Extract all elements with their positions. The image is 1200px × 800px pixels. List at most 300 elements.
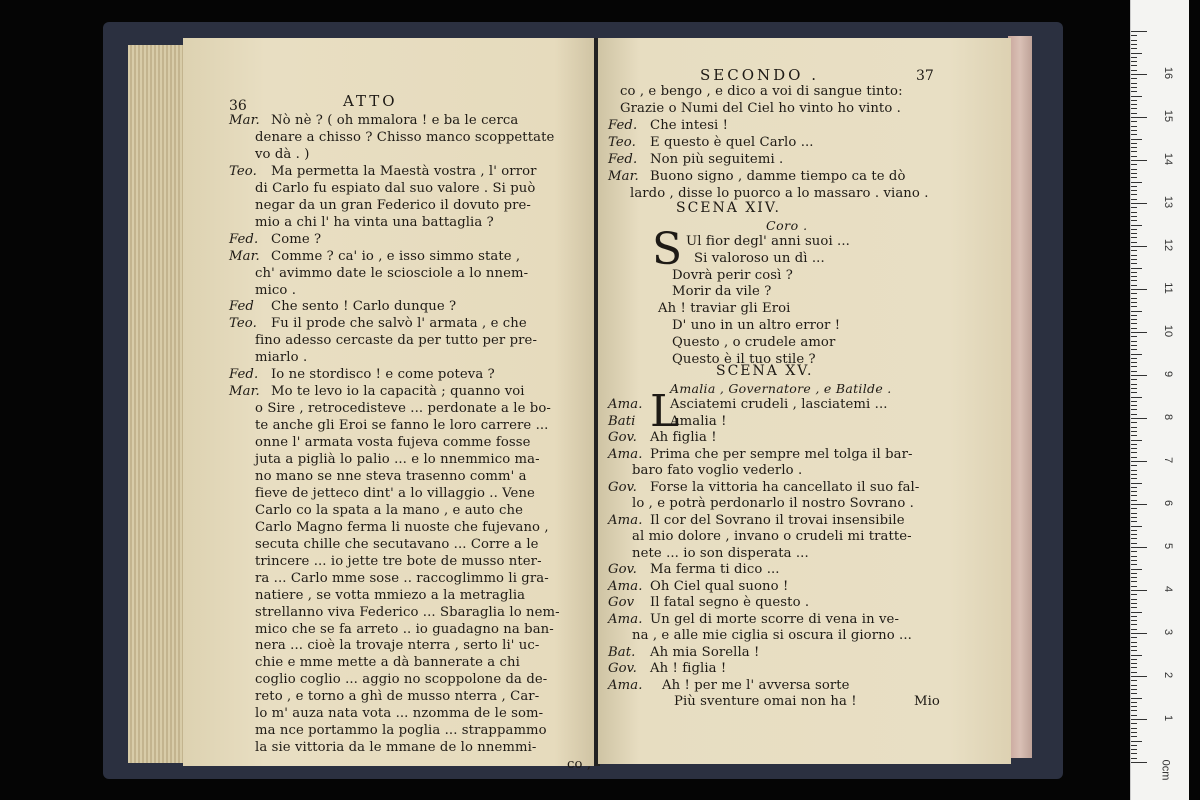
ruler-tick <box>1131 255 1137 256</box>
line-text: mico . <box>255 282 297 298</box>
ruler-tick <box>1131 194 1137 195</box>
ruler-tick <box>1131 57 1137 58</box>
text-line <box>229 130 554 145</box>
ruler-tick <box>1131 448 1137 449</box>
ruler-tick <box>1131 345 1137 346</box>
line-text: Prima che per sempre mel tolga il bar- <box>650 446 913 462</box>
ruler-tick <box>1131 108 1137 109</box>
text-line <box>229 401 551 416</box>
left-page <box>183 38 596 773</box>
ruler-tick <box>1131 689 1137 690</box>
text-line <box>229 299 456 314</box>
line-text: Che sento ! Carlo dunque ? <box>271 299 457 315</box>
text-line <box>608 579 788 594</box>
ruler-tick <box>1131 74 1147 75</box>
ruler-tick <box>1131 336 1137 337</box>
line-text: trincere ... io jette tre bote de musso nter- <box>255 553 542 569</box>
ruler-tick <box>1131 113 1137 114</box>
ruler-tick <box>1131 354 1142 355</box>
verse-line: Ah ! traviar gli Eroi <box>658 301 791 317</box>
ruler-tick <box>1131 547 1147 548</box>
text-line <box>229 672 547 687</box>
text-line <box>608 430 717 445</box>
text-line <box>229 384 525 399</box>
line-text: reto , e torno a ghì de musso nterra , Car- <box>255 689 540 705</box>
ruler-tick <box>1131 427 1137 428</box>
ruler-tick <box>1131 573 1137 574</box>
ruler-tick <box>1131 246 1147 247</box>
ruler-tick <box>1131 422 1137 423</box>
ruler-tick <box>1131 311 1142 312</box>
line-text: o Sire , retrocedisteve ... perdonate a le bo- <box>255 401 551 417</box>
ruler-tick <box>1131 663 1137 664</box>
speaker-label: Bat. <box>608 644 636 660</box>
text-line <box>608 661 726 676</box>
line-text: Buono signo , damme tiempo ca te dò <box>650 169 906 184</box>
ruler-tick <box>1131 676 1147 677</box>
ruler-tick <box>1131 78 1137 79</box>
ruler-tick <box>1131 229 1137 230</box>
ruler-tick <box>1131 642 1137 643</box>
ruler-tick <box>1131 126 1137 127</box>
line-text: Io ne stordisco ! e come poteva ? <box>271 367 495 383</box>
ruler-number: 4 <box>1162 585 1174 593</box>
ruler-number: 7 <box>1162 456 1174 464</box>
ruler-tick <box>1131 323 1137 324</box>
speaker-label: Gov <box>608 595 635 610</box>
speaker-label: Ama. <box>608 611 643 627</box>
line-text: no mano se nne steva trasenno comm' a <box>255 468 527 484</box>
speaker-label: Mar. <box>608 169 639 184</box>
verse-line: Questo è il tuo stile ? <box>672 351 816 367</box>
line-text: fino adesso cercaste da per tutto per pre- <box>255 333 538 349</box>
line-text: ch' avimmo date le sciosciole a lo nnem- <box>255 265 529 281</box>
text-line <box>229 283 296 298</box>
line-text: strellanno viva Federico ... Sbaraglia lo nem- <box>255 604 560 620</box>
ruler-tick <box>1131 268 1142 269</box>
text-line <box>608 546 809 561</box>
ruler-tick <box>1131 225 1142 226</box>
text-line <box>229 571 549 586</box>
ruler-tick <box>1131 388 1137 389</box>
line-text: co , <box>567 757 592 773</box>
ruler-tick <box>1131 83 1137 84</box>
line-text: na , e alle mie ciglia si oscura il giorno ... <box>632 628 912 643</box>
ruler-tick <box>1131 203 1147 204</box>
text-line <box>608 612 899 627</box>
line-text: lo m' auza nata vota ... nzomma de le som- <box>255 706 544 722</box>
ruler-tick <box>1131 134 1137 135</box>
ruler-tick <box>1131 530 1137 531</box>
line-text: Ah ! figlia ! <box>650 661 727 676</box>
ruler-tick <box>1131 250 1137 251</box>
ruler-tick <box>1131 40 1137 41</box>
ruler-tick <box>1131 440 1142 441</box>
ruler-tick <box>1131 182 1142 183</box>
ruler-tick <box>1131 590 1147 591</box>
text-line <box>229 316 527 331</box>
ruler-tick <box>1131 710 1137 711</box>
ruler-tick <box>1131 521 1137 522</box>
ruler-tick <box>1131 276 1137 277</box>
text-line <box>229 706 543 721</box>
ruler-tick <box>1131 685 1137 686</box>
ruler-tick <box>1131 328 1137 329</box>
verse-line: Si valoroso un dì ... <box>694 250 825 266</box>
text-line <box>229 622 554 637</box>
ruler-tick <box>1131 362 1137 363</box>
line-text: baro fato voglio vederlo . <box>632 463 803 478</box>
ruler-tick <box>1131 199 1137 200</box>
line-text: Ma ferma ti dico ... <box>650 562 780 577</box>
line-text: Più sventure omai non ha ! <box>674 694 857 709</box>
ruler-tick <box>1131 500 1137 501</box>
ruler-tick <box>1131 461 1147 462</box>
ruler-tick <box>1131 31 1147 32</box>
ruler-tick <box>1131 220 1137 221</box>
text-line <box>608 135 814 150</box>
ruler-tick <box>1131 736 1137 737</box>
text-line <box>229 113 518 128</box>
ruler-tick <box>1131 190 1137 191</box>
ruler-tick <box>1131 242 1137 243</box>
text-line <box>608 694 857 709</box>
verse-line: Dovrà perir così ? <box>672 267 793 283</box>
ruler-tick <box>1131 517 1137 518</box>
ruler-tick <box>1131 452 1137 453</box>
line-text: denare a chisso ? Chisso manco scoppettate <box>255 129 555 145</box>
ruler-tick <box>1131 164 1137 165</box>
speaker-label: Gov. <box>608 661 637 676</box>
line-text: Ah mia Sorella ! <box>650 644 760 660</box>
text-line <box>608 529 912 544</box>
ruler-tick <box>1131 702 1137 703</box>
verse-line: Morir da vile ? <box>672 284 772 300</box>
ruler-tick <box>1131 581 1137 582</box>
ruler-tick <box>1131 624 1137 625</box>
speaker-label: Mar. <box>229 384 260 400</box>
text-line <box>229 537 539 552</box>
line-text: al mio dolore , invano o crudeli mi tratte- <box>632 529 912 544</box>
ruler-tick <box>1131 478 1137 479</box>
ruler-number: 10 <box>1162 324 1174 338</box>
text-line <box>608 414 726 429</box>
ruler-tick <box>1131 569 1142 570</box>
ruler-tick <box>1131 655 1142 656</box>
ruler-tick <box>1131 715 1137 716</box>
ruler-tick <box>1131 91 1137 92</box>
page-stack-edge <box>128 45 188 763</box>
ruler-tick <box>1131 70 1137 71</box>
ruler-tick <box>1131 349 1137 350</box>
text-line <box>598 84 903 99</box>
text-line <box>608 463 802 478</box>
line-text: Carlo Magno ferma li nuoste che fujevano , <box>255 519 549 535</box>
line-text: Ah ! per me l' avversa sorte <box>662 677 850 693</box>
line-text: Ah figlia ! <box>650 430 717 445</box>
ruler-tick <box>1131 586 1137 587</box>
ruler-tick <box>1131 513 1137 514</box>
ruler-tick <box>1131 285 1137 286</box>
ruler-tick <box>1131 551 1137 552</box>
speaker-label: Gov. <box>608 430 637 445</box>
text-line <box>229 367 495 382</box>
ruler-tick <box>1131 650 1137 651</box>
running-header: SECONDO . <box>700 66 819 84</box>
ruler-tick <box>1131 186 1137 187</box>
line-text: fieve de jetteco dint' a lo villaggio .. Vene <box>255 485 535 501</box>
text-line <box>608 480 919 495</box>
ruler-tick <box>1131 177 1137 178</box>
line-text: ra ... Carlo mme sose .. raccoglimmo li gra- <box>255 570 549 586</box>
line-text: Come ? <box>271 231 322 247</box>
text-line <box>229 418 548 433</box>
text-line <box>229 333 537 348</box>
measuring-ruler <box>1130 0 1189 800</box>
ruler-tick <box>1131 401 1137 402</box>
text-line <box>229 503 523 518</box>
ruler-number: 2 <box>1162 671 1174 679</box>
ruler-tick <box>1131 753 1137 754</box>
line-text: Il fatal segno è questo . <box>650 595 810 610</box>
ruler-tick <box>1131 693 1137 694</box>
speaker-label: Fed. <box>229 231 259 247</box>
ruler-tick <box>1131 741 1142 742</box>
line-text: Nò nè ? ( oh mmalora ! e ba le cerca <box>271 113 519 128</box>
page-stack-edge-right <box>1008 36 1032 758</box>
text-line <box>229 164 537 179</box>
ruler-tick <box>1131 87 1137 88</box>
line-text: di Carlo fu espiato dal suo valore . Si può <box>255 180 536 196</box>
drop-capital: L <box>650 386 680 437</box>
ruler-tick <box>1131 259 1137 260</box>
ruler-tick <box>1131 233 1137 234</box>
ruler-tick <box>1131 534 1137 535</box>
ruler-tick <box>1131 319 1137 320</box>
ruler-tick <box>1131 745 1137 746</box>
ruler-number: 1 <box>1162 714 1174 722</box>
ruler-tick <box>1131 48 1137 49</box>
speaker-label: Gov. <box>608 479 637 495</box>
chorus-label: Coro . <box>766 218 808 233</box>
speaker-label: Ama. <box>608 677 643 693</box>
line-text: onne l' armata vosta fujeva comme fosse <box>255 435 531 451</box>
text-line <box>608 152 783 167</box>
text-line <box>608 628 912 643</box>
line-text: mico che se fa arreto .. io guadagno na ban- <box>255 621 554 637</box>
ruler-tick <box>1131 538 1137 539</box>
ruler-tick <box>1131 371 1137 372</box>
ruler-tick <box>1131 156 1137 157</box>
ruler-tick <box>1131 646 1137 647</box>
ruler-tick <box>1131 289 1147 290</box>
ruler-tick <box>1131 173 1137 174</box>
ruler-tick <box>1131 61 1137 62</box>
ruler-tick <box>1131 577 1137 578</box>
text-line <box>541 757 591 772</box>
ruler-tick <box>1131 341 1137 342</box>
ruler-tick <box>1131 379 1137 380</box>
ruler-tick <box>1131 599 1137 600</box>
verse-line: Ul fior degl' anni suoi ... <box>686 234 850 249</box>
ruler-tick <box>1131 306 1137 307</box>
page-number: 36 <box>229 98 247 114</box>
ruler-tick <box>1131 375 1147 376</box>
text-line <box>229 469 527 484</box>
text-line <box>229 689 539 704</box>
ruler-tick <box>1131 680 1137 681</box>
line-text: miarlo . <box>255 350 308 366</box>
ruler-tick <box>1131 302 1137 303</box>
ruler-number: 14 <box>1162 152 1174 166</box>
text-line <box>229 605 560 620</box>
speaker-label: Teo. <box>608 135 636 150</box>
text-line <box>229 638 539 653</box>
ruler-tick <box>1131 298 1137 299</box>
ruler-tick <box>1131 332 1147 333</box>
ruler-tick <box>1131 397 1142 398</box>
text-line <box>229 181 535 196</box>
line-text: Comme ? ca' io , e isso simmo state , <box>271 248 521 264</box>
speaker-label: Ama. <box>608 578 643 594</box>
line-text: nete ... io son disperata ... <box>632 545 809 561</box>
line-text: mio a chi l' ha vinta una battaglia ? <box>255 214 494 230</box>
text-line <box>229 520 549 535</box>
ruler-tick <box>1131 272 1137 273</box>
speaker-label: Teo. <box>229 316 257 332</box>
ruler-number: 5 <box>1162 542 1174 550</box>
text-line <box>608 169 906 184</box>
line-text: Che intesi ! <box>650 118 729 133</box>
line-text: juta a piglià lo palio ... e lo nnemmico ma- <box>255 452 540 467</box>
ruler-unit: 0cm <box>1159 759 1172 781</box>
text-line <box>608 118 728 133</box>
line-text: natiere , se votta mmiezo a la metraglia <box>255 587 526 603</box>
speaker-label: Gov. <box>608 562 637 577</box>
ruler-tick <box>1131 392 1137 393</box>
text-line <box>229 554 542 569</box>
speaker-label: Mar. <box>229 113 260 128</box>
line-text: Amalia ! <box>670 413 727 429</box>
line-text: Un gel di morte scorre di vena in ve- <box>650 611 900 627</box>
ruler-tick <box>1131 607 1137 608</box>
ruler-tick <box>1131 758 1137 759</box>
ruler-tick <box>1131 237 1137 238</box>
right-page <box>598 38 1011 764</box>
text-line <box>608 447 913 462</box>
ruler-tick <box>1131 35 1137 36</box>
speaker-label: Fed. <box>229 367 259 383</box>
ruler-tick <box>1131 508 1137 509</box>
ruler-tick <box>1131 104 1137 105</box>
line-text: ma nce portammo la poglia ... strappammo <box>255 723 547 739</box>
ruler-tick <box>1131 474 1137 475</box>
ruler-tick <box>1131 65 1137 66</box>
text-line <box>229 655 520 670</box>
ruler-tick <box>1131 603 1137 604</box>
ruler-tick <box>1131 147 1137 148</box>
line-text: Grazie o Numi del Ciel ho vinto ho vinto . <box>620 101 901 116</box>
ruler-tick <box>1131 667 1137 668</box>
text-line <box>229 266 528 281</box>
line-text: Carlo co la spata a la mano , e auto che <box>255 502 523 518</box>
ruler-tick <box>1131 216 1137 217</box>
ruler-tick <box>1131 698 1142 699</box>
line-text: Oh Ciel qual suono ! <box>650 578 789 594</box>
ruler-tick <box>1131 366 1137 367</box>
ruler-tick <box>1131 637 1137 638</box>
verse-line: D' uno in un altro error ! <box>672 318 841 333</box>
ruler-tick <box>1131 435 1137 436</box>
line-text: Non più seguitemi . <box>650 152 784 167</box>
ruler-tick <box>1131 414 1137 415</box>
ruler-tick <box>1131 564 1137 565</box>
ruler-tick <box>1131 53 1142 54</box>
text-line <box>229 215 494 230</box>
line-text: la sie vittoria da le mmane de lo nnemmi- <box>255 740 537 756</box>
ruler-tick <box>1131 121 1137 122</box>
text-line <box>608 678 850 693</box>
text-line <box>608 645 759 660</box>
verse-line: Questo , o crudele amor <box>672 334 836 350</box>
ruler-tick <box>1131 483 1142 484</box>
ruler-tick <box>1131 160 1147 161</box>
speaker-label: Ama. <box>608 512 643 528</box>
text-line <box>229 723 547 738</box>
ruler-tick <box>1131 444 1137 445</box>
ruler-tick <box>1131 384 1137 385</box>
ruler-tick <box>1131 659 1137 660</box>
text-line <box>608 397 888 412</box>
ruler-number: 11 <box>1162 282 1174 294</box>
text-line <box>229 588 525 603</box>
speaker-label: Teo. <box>229 163 257 179</box>
ruler-tick <box>1131 616 1137 617</box>
drop-capital: S <box>652 224 683 275</box>
ruler-tick <box>1131 560 1137 561</box>
ruler-tick <box>1131 358 1137 359</box>
ruler-number: 13 <box>1162 195 1174 209</box>
ruler-tick <box>1131 633 1147 634</box>
ruler-tick <box>1131 151 1137 152</box>
text-line <box>229 198 531 213</box>
ruler-tick <box>1131 556 1137 557</box>
ruler-tick <box>1131 212 1137 213</box>
text-line <box>229 452 540 467</box>
line-text: secuta chille che secutavano ... Corre a le <box>255 536 539 552</box>
text-line <box>229 486 535 501</box>
text-line <box>608 513 905 528</box>
text-line <box>608 595 809 610</box>
ruler-tick <box>1131 263 1137 264</box>
line-text: Ma permetta la Maestà vostra , l' orror <box>271 163 537 179</box>
ruler-tick <box>1131 543 1137 544</box>
ruler-tick <box>1131 732 1137 733</box>
ruler-tick <box>1131 418 1147 419</box>
ruler-number: 6 <box>1162 499 1174 507</box>
text-line <box>608 186 929 201</box>
text-line <box>608 562 780 577</box>
line-text: te anche gli Eroi se fanno le loro carrere ... <box>255 418 549 434</box>
ruler-tick <box>1131 706 1137 707</box>
ruler-tick <box>1131 762 1147 763</box>
ruler-tick <box>1131 465 1137 466</box>
ruler-tick <box>1131 495 1137 496</box>
ruler-number: 15 <box>1162 109 1174 123</box>
line-text: coglio coglio ... aggio no scoppolone da de- <box>255 672 548 688</box>
ruler-number: 12 <box>1162 238 1174 252</box>
speaker-label: Fed. <box>608 152 638 167</box>
